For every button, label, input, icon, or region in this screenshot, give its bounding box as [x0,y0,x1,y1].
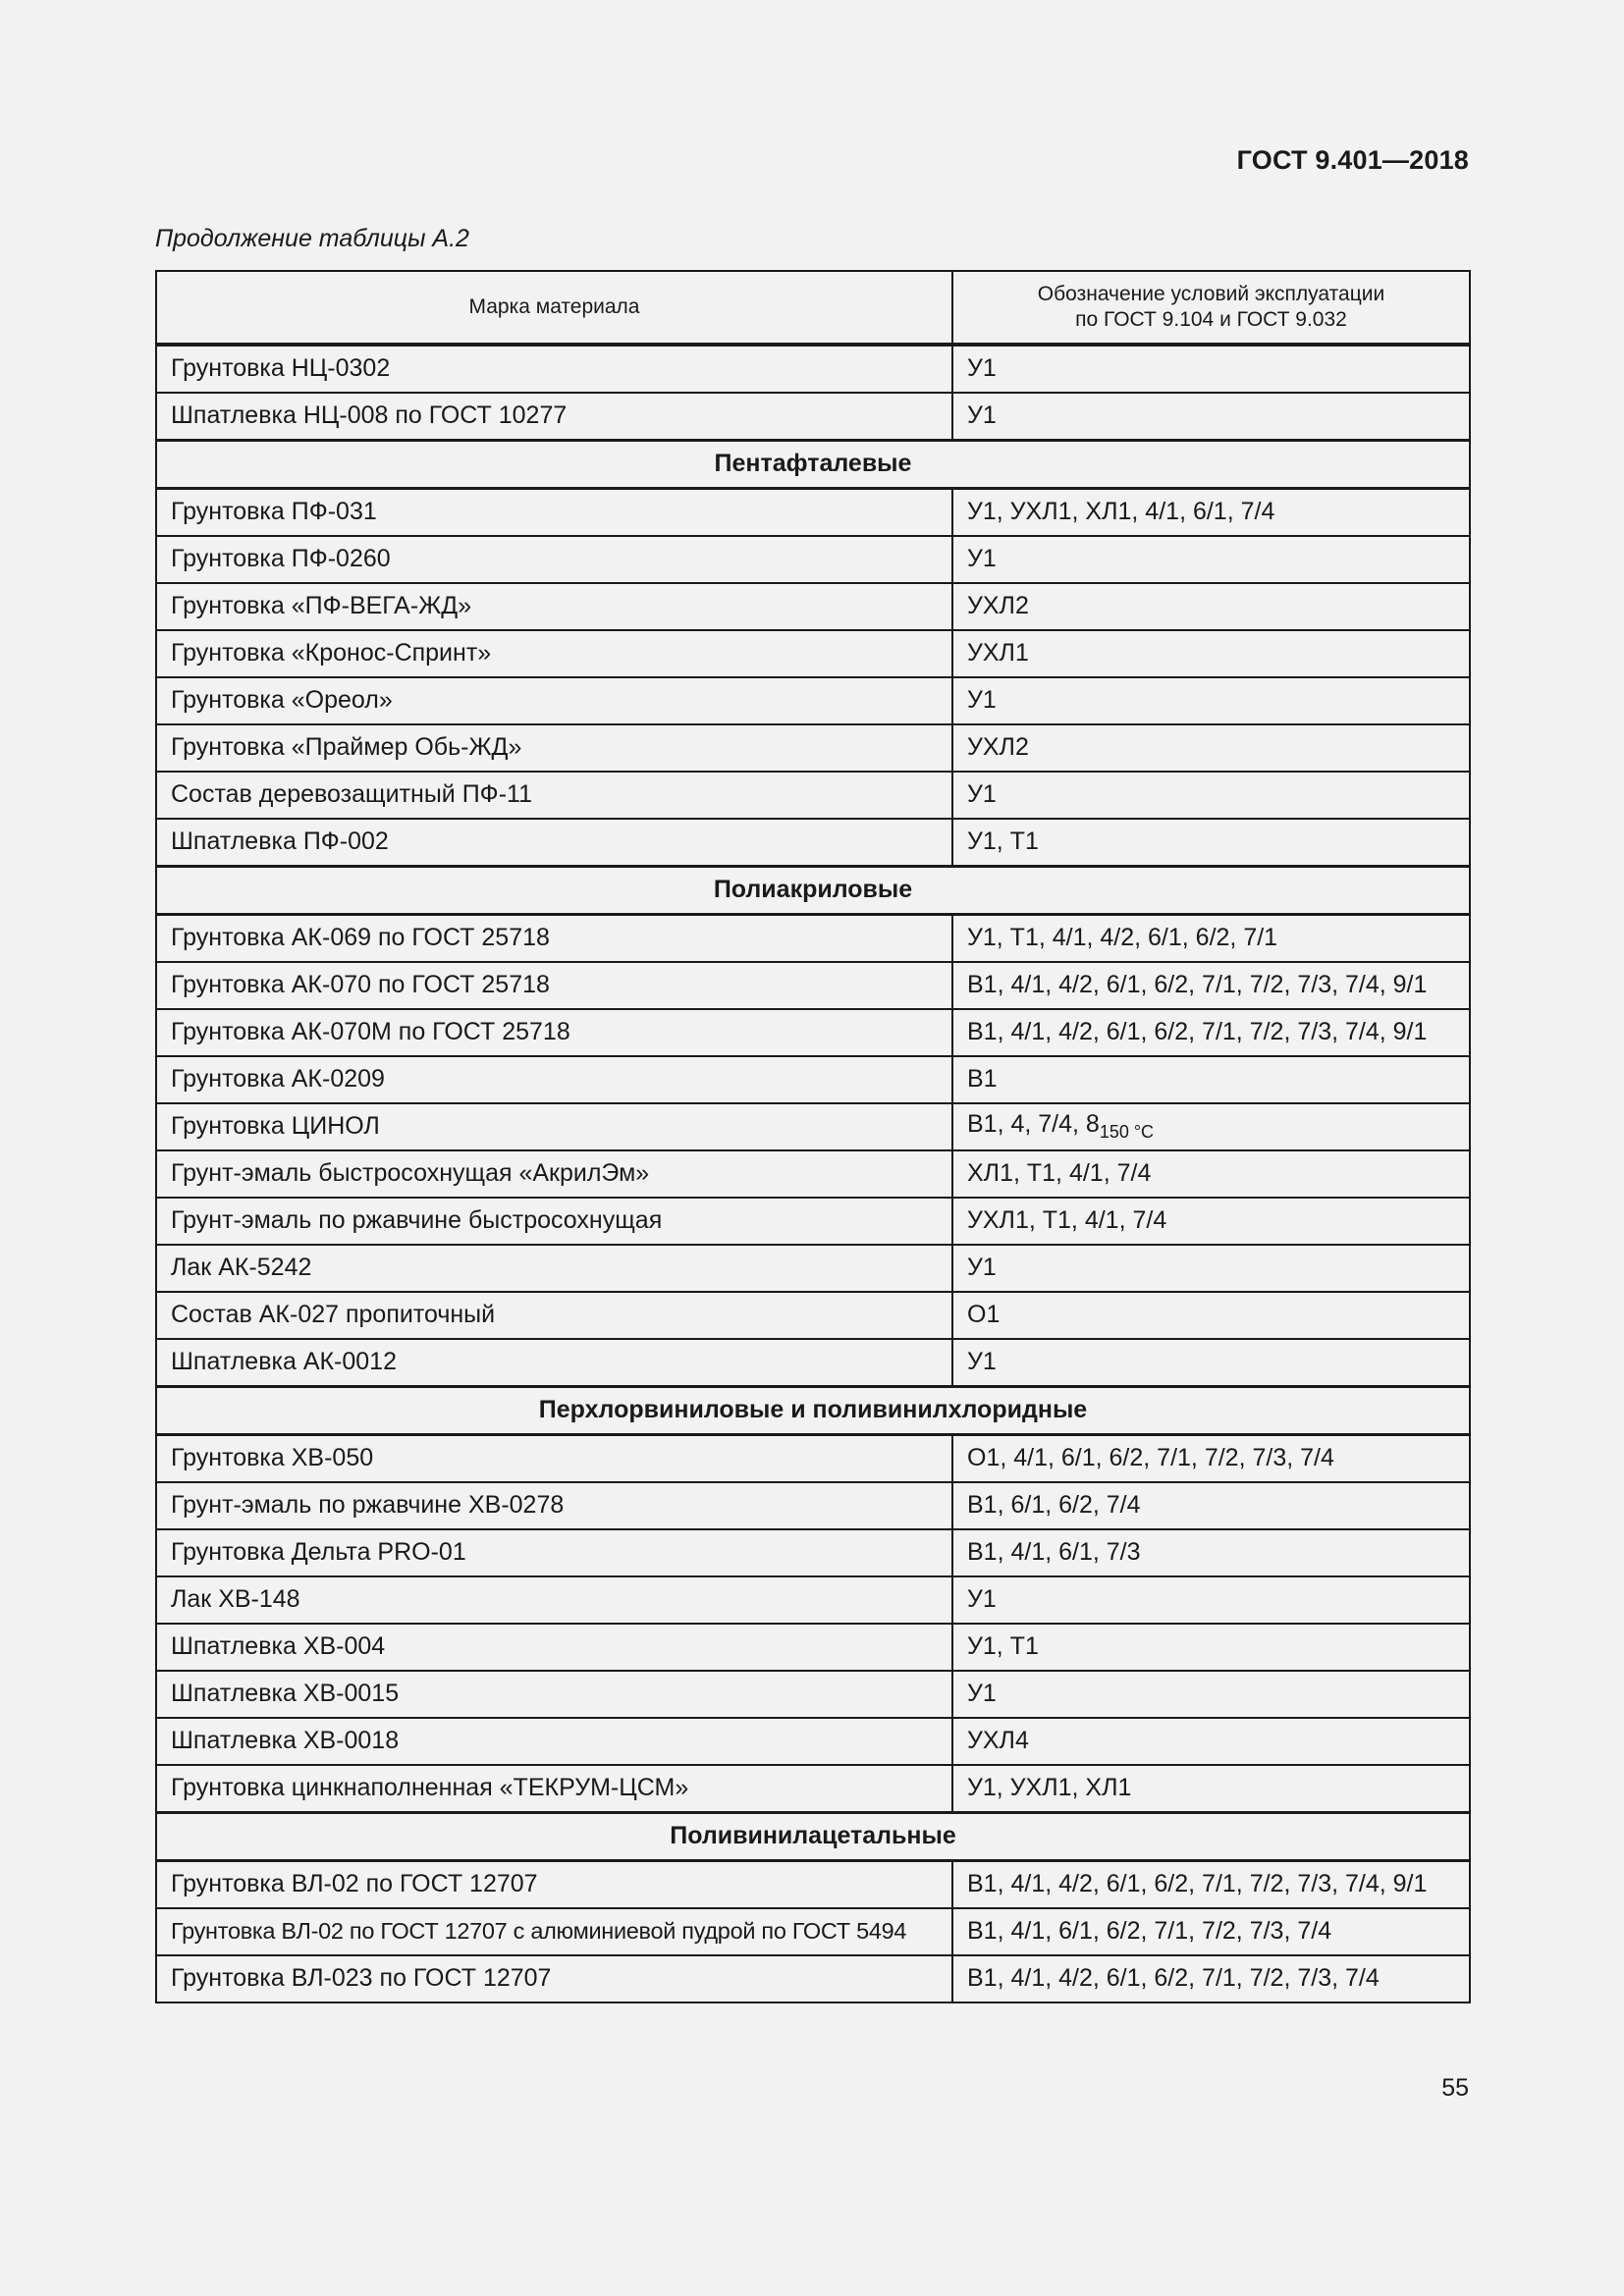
operating-conditions-cell: В1, 4/1, 4/2, 6/1, 6/2, 7/1, 7/2, 7/3, 7/4, 9/1 [952,1861,1470,1909]
operating-conditions-cell: В1, 4/1, 4/2, 6/1, 6/2, 7/1, 7/2, 7/3, 7/4, 9/1 [952,962,1470,1009]
table-row [156,724,1470,772]
operating-conditions-cell: О1, 4/1, 6/1, 6/2, 7/1, 7/2, 7/3, 7/4 [952,1435,1470,1483]
table-row [156,583,1470,630]
material-grade-cell: Грунтовка АК-0209 [156,1056,952,1103]
operating-conditions-cell: У1 [952,1339,1470,1387]
table-row [156,1576,1470,1624]
table-row [156,345,1470,393]
table-row [156,1955,1470,2002]
table-row [156,489,1470,537]
material-grade-cell: Грунт-эмаль быстросохнущая «АкрилЭм» [156,1150,952,1198]
section-title: Полиакриловые [156,867,1470,915]
table-row [156,1529,1470,1576]
operating-conditions-cell: В1, 4/1, 4/2, 6/1, 6/2, 7/1, 7/2, 7/3, 7/4 [952,1955,1470,2002]
table-row [156,1765,1470,1813]
section-title: Пентафталевые [156,441,1470,489]
header-material-grade: Марка материала [156,271,952,345]
operating-conditions-cell: В1, 6/1, 6/2, 7/4 [952,1482,1470,1529]
material-grade-cell: Грунтовка «Кронос-Спринт» [156,630,952,677]
table-row [156,1245,1470,1292]
operating-conditions-cell [952,1103,1470,1150]
section-header-row [156,1813,1470,1861]
operating-conditions-cell: В1, 4/1, 6/1, 6/2, 7/1, 7/2, 7/3, 7/4 [952,1908,1470,1955]
operating-conditions-cell: У1 [952,1671,1470,1718]
table-header-row [156,271,1470,345]
material-grade-cell: Грунтовка ХВ-050 [156,1435,952,1483]
table-row [156,915,1470,963]
operating-conditions-cell: У1, Т1 [952,819,1470,867]
operating-conditions-text: В1, 4, 7/4, 8 [967,1110,1100,1139]
operating-conditions-cell: В1, 4/1, 6/1, 7/3 [952,1529,1470,1576]
operating-conditions-cell: УХЛ4 [952,1718,1470,1765]
material-grade-cell: Грунтовка ВЛ-02 по ГОСТ 12707 с алюминиевой пудрой по ГОСТ 5494 [156,1908,952,1955]
operating-conditions-cell: У1 [952,1576,1470,1624]
table-row [156,1103,1470,1150]
page-number: 55 [1441,2074,1469,2102]
operating-conditions-cell: О1 [952,1292,1470,1339]
material-grade-cell: Грунтовка ВЛ-023 по ГОСТ 12707 [156,1955,952,2002]
operating-conditions-cell: У1 [952,1245,1470,1292]
material-grade-cell: Грунтовка АК-070 по ГОСТ 25718 [156,962,952,1009]
materials-table [155,270,1471,2003]
material-grade-cell: Грунтовка «Ореол» [156,677,952,724]
material-grade-cell: Лак АК-5242 [156,1245,952,1292]
table-row [156,1482,1470,1529]
table-row [156,1056,1470,1103]
operating-conditions-cell: У1, Т1, 4/1, 4/2, 6/1, 6/2, 7/1 [952,915,1470,963]
material-grade-cell: Лак ХВ-148 [156,1576,952,1624]
table-row [156,1009,1470,1056]
operating-conditions-cell: У1, Т1 [952,1624,1470,1671]
table-row [156,1624,1470,1671]
material-grade-cell: Грунтовка ПФ-0260 [156,536,952,583]
material-grade-cell: Шпатлевка ПФ-002 [156,819,952,867]
material-grade-cell: Шпатлевка ХВ-0015 [156,1671,952,1718]
header-operating-conditions-line1: Обозначение условий эксплуатации [1037,282,1385,305]
material-grade-cell: Грунтовка ПФ-031 [156,489,952,537]
table-row [156,1908,1470,1955]
material-grade-cell: Шпатлевка ХВ-004 [156,1624,952,1671]
material-grade-cell: Шпатлевка НЦ-008 по ГОСТ 10277 [156,393,952,441]
operating-conditions-cell: ХЛ1, Т1, 4/1, 7/4 [952,1150,1470,1198]
section-title: Перхлорвиниловые и поливинилхлоридные [156,1387,1470,1435]
material-grade-cell: Шпатлевка ХВ-0018 [156,1718,952,1765]
material-grade-cell: Грунтовка цинкнаполненная «ТЕКРУМ-ЦСМ» [156,1765,952,1813]
operating-conditions-cell: УХЛ2 [952,583,1470,630]
table-row [156,772,1470,819]
table-row [156,630,1470,677]
table-row [156,1292,1470,1339]
operating-conditions-cell: УХЛ1 [952,630,1470,677]
operating-conditions-cell: У1 [952,536,1470,583]
operating-conditions-cell: УХЛ1, Т1, 4/1, 7/4 [952,1198,1470,1245]
operating-conditions-cell: У1 [952,772,1470,819]
table-row [156,1861,1470,1909]
table-row [156,962,1470,1009]
table-caption: Продолжение таблицы А.2 [155,225,469,252]
section-header-row [156,867,1470,915]
operating-conditions-cell: У1, УХЛ1, ХЛ1 [952,1765,1470,1813]
table-row [156,1150,1470,1198]
table-row [156,1718,1470,1765]
material-grade-cell: Грунтовка ВЛ-02 по ГОСТ 12707 [156,1861,952,1909]
material-grade-cell: Грунтовка «Праймер Обь-ЖД» [156,724,952,772]
material-grade-cell: Грунтовка ЦИНОЛ [156,1103,952,1150]
temperature-subscript: 150 °C [1099,1122,1155,1143]
table-row [156,819,1470,867]
operating-conditions-cell: У1 [952,393,1470,441]
material-grade-cell: Грунтовка АК-069 по ГОСТ 25718 [156,915,952,963]
material-grade-cell: Шпатлевка АК-0012 [156,1339,952,1387]
table-row [156,1339,1470,1387]
material-grade-cell: Грунтовка Дельта PRO-01 [156,1529,952,1576]
operating-conditions-cell: У1 [952,345,1470,393]
table-row [156,1671,1470,1718]
table-row [156,536,1470,583]
material-grade-cell: Грунт-эмаль по ржавчине быстросохнущая [156,1198,952,1245]
material-grade-cell: Состав деревозащитный ПФ-11 [156,772,952,819]
material-grade-cell: Состав АК-027 пропиточный [156,1292,952,1339]
table-row [156,677,1470,724]
material-grade-cell: Грунтовка «ПФ-ВЕГА-ЖД» [156,583,952,630]
section-title: Поливинилацетальные [156,1813,1470,1861]
material-grade-cell: Грунт-эмаль по ржавчине ХВ-0278 [156,1482,952,1529]
operating-conditions-cell: У1 [952,677,1470,724]
table-row [156,1435,1470,1483]
header-operating-conditions-line2: по ГОСТ 9.104 и ГОСТ 9.032 [1075,308,1347,331]
operating-conditions-cell: В1, 4/1, 4/2, 6/1, 6/2, 7/1, 7/2, 7/3, 7/4, 9/1 [952,1009,1470,1056]
table-row [156,393,1470,441]
document-code: ГОСТ 9.401—2018 [1236,145,1469,175]
header-operating-conditions [952,271,1470,345]
operating-conditions-cell: В1 [952,1056,1470,1103]
operating-conditions-cell: У1, УХЛ1, ХЛ1, 4/1, 6/1, 7/4 [952,489,1470,537]
material-grade-cell: Грунтовка НЦ-0302 [156,345,952,393]
table-row [156,1198,1470,1245]
operating-conditions-cell: УХЛ2 [952,724,1470,772]
section-header-row [156,1387,1470,1435]
material-grade-cell: Грунтовка АК-070М по ГОСТ 25718 [156,1009,952,1056]
section-header-row [156,441,1470,489]
